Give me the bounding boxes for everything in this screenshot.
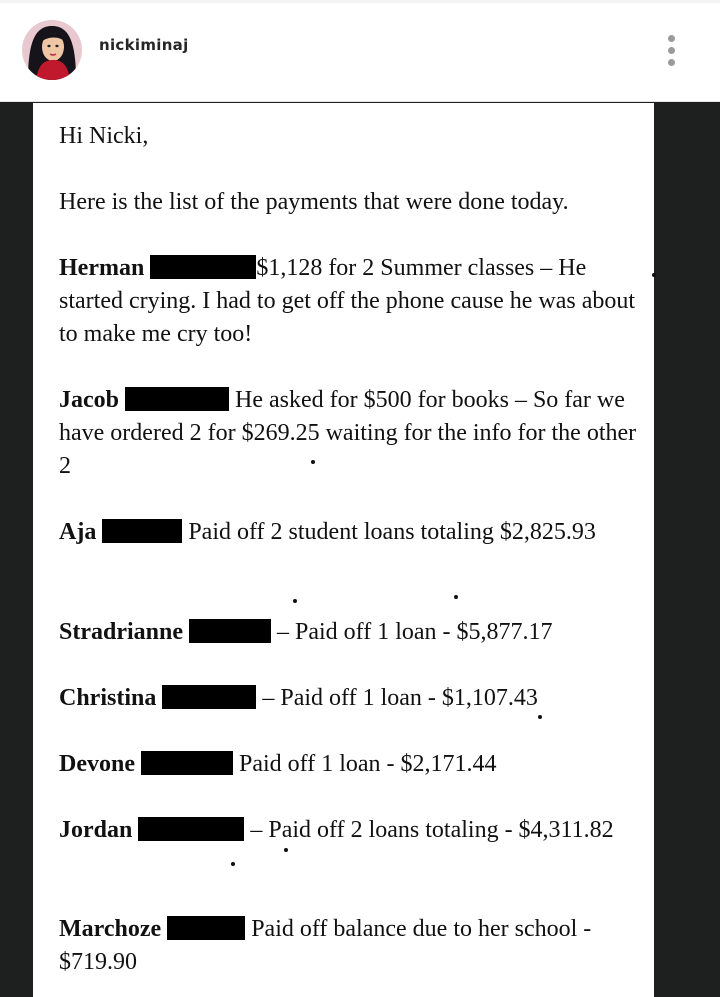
post-header bbox=[0, 0, 720, 102]
payee-name: Jacob bbox=[59, 387, 119, 413]
payment-text: Paid off 2 student loans totaling $2,825.93 bbox=[188, 519, 596, 545]
redaction-bar bbox=[189, 619, 271, 643]
scan-speck bbox=[293, 599, 297, 603]
payment-text: Paid off balance due to her school - $719.90 bbox=[59, 916, 592, 975]
redaction-bar bbox=[162, 685, 256, 709]
payment-entry-aja bbox=[59, 516, 639, 549]
scan-speck bbox=[454, 595, 458, 599]
header-top-line bbox=[0, 0, 720, 3]
payment-entry-christina bbox=[59, 682, 639, 715]
letter-document bbox=[33, 103, 654, 997]
payment-entry-herman bbox=[59, 252, 639, 351]
payment-entry-devone bbox=[59, 748, 639, 781]
redaction-bar bbox=[141, 751, 233, 775]
payment-text: Paid off 1 loan - $2,171.44 bbox=[238, 751, 497, 777]
payee-name: Devone bbox=[59, 751, 135, 777]
redaction-bar bbox=[125, 387, 229, 411]
scan-speck bbox=[538, 715, 542, 719]
avatar-illustration bbox=[22, 20, 82, 80]
payee-name: Aja bbox=[59, 519, 97, 545]
payee-name: Jordan bbox=[59, 817, 133, 843]
redaction-bar bbox=[138, 817, 244, 841]
post-image bbox=[0, 103, 720, 997]
letter-greeting: Hi Nicki, bbox=[59, 123, 149, 149]
letter-intro: Here is the list of the payments that were done today. bbox=[59, 189, 569, 215]
scan-speck bbox=[284, 848, 288, 852]
scan-speck bbox=[652, 273, 656, 277]
payee-name: Christina bbox=[59, 685, 157, 711]
redaction-bar bbox=[102, 519, 182, 543]
username[interactable]: nickiminaj bbox=[99, 36, 189, 54]
payment-text: – Paid off 1 loan - $5,877.17 bbox=[277, 619, 553, 645]
payee-name: Stradrianne bbox=[59, 619, 184, 645]
payment-entry-marchoze bbox=[59, 913, 639, 979]
payee-name: Marchoze bbox=[59, 916, 162, 942]
redaction-bar bbox=[167, 916, 245, 940]
more-options-icon[interactable] bbox=[664, 33, 680, 69]
payment-text: – Paid off 1 loan - $1,107.43 bbox=[262, 685, 538, 711]
payee-name: Herman bbox=[59, 255, 145, 281]
redaction-bar bbox=[150, 255, 256, 279]
scan-speck bbox=[231, 862, 235, 866]
payment-entry-jacob bbox=[59, 384, 639, 483]
scan-speck bbox=[311, 460, 315, 464]
payment-entry-stradrianne bbox=[59, 616, 639, 649]
avatar[interactable] bbox=[22, 20, 82, 80]
payment-text: He asked for $500 for books – So far we have ordered 2 for $269.25 waiting for the info for the other 2 bbox=[59, 387, 637, 479]
payment-entry-jordan bbox=[59, 814, 639, 847]
payment-text: – Paid off 2 loans totaling - $4,311.82 bbox=[250, 817, 614, 843]
payment-text: $1,128 for 2 Summer classes – He started crying. I had to get off the phone cause he was about to make me cry too! bbox=[59, 255, 636, 347]
